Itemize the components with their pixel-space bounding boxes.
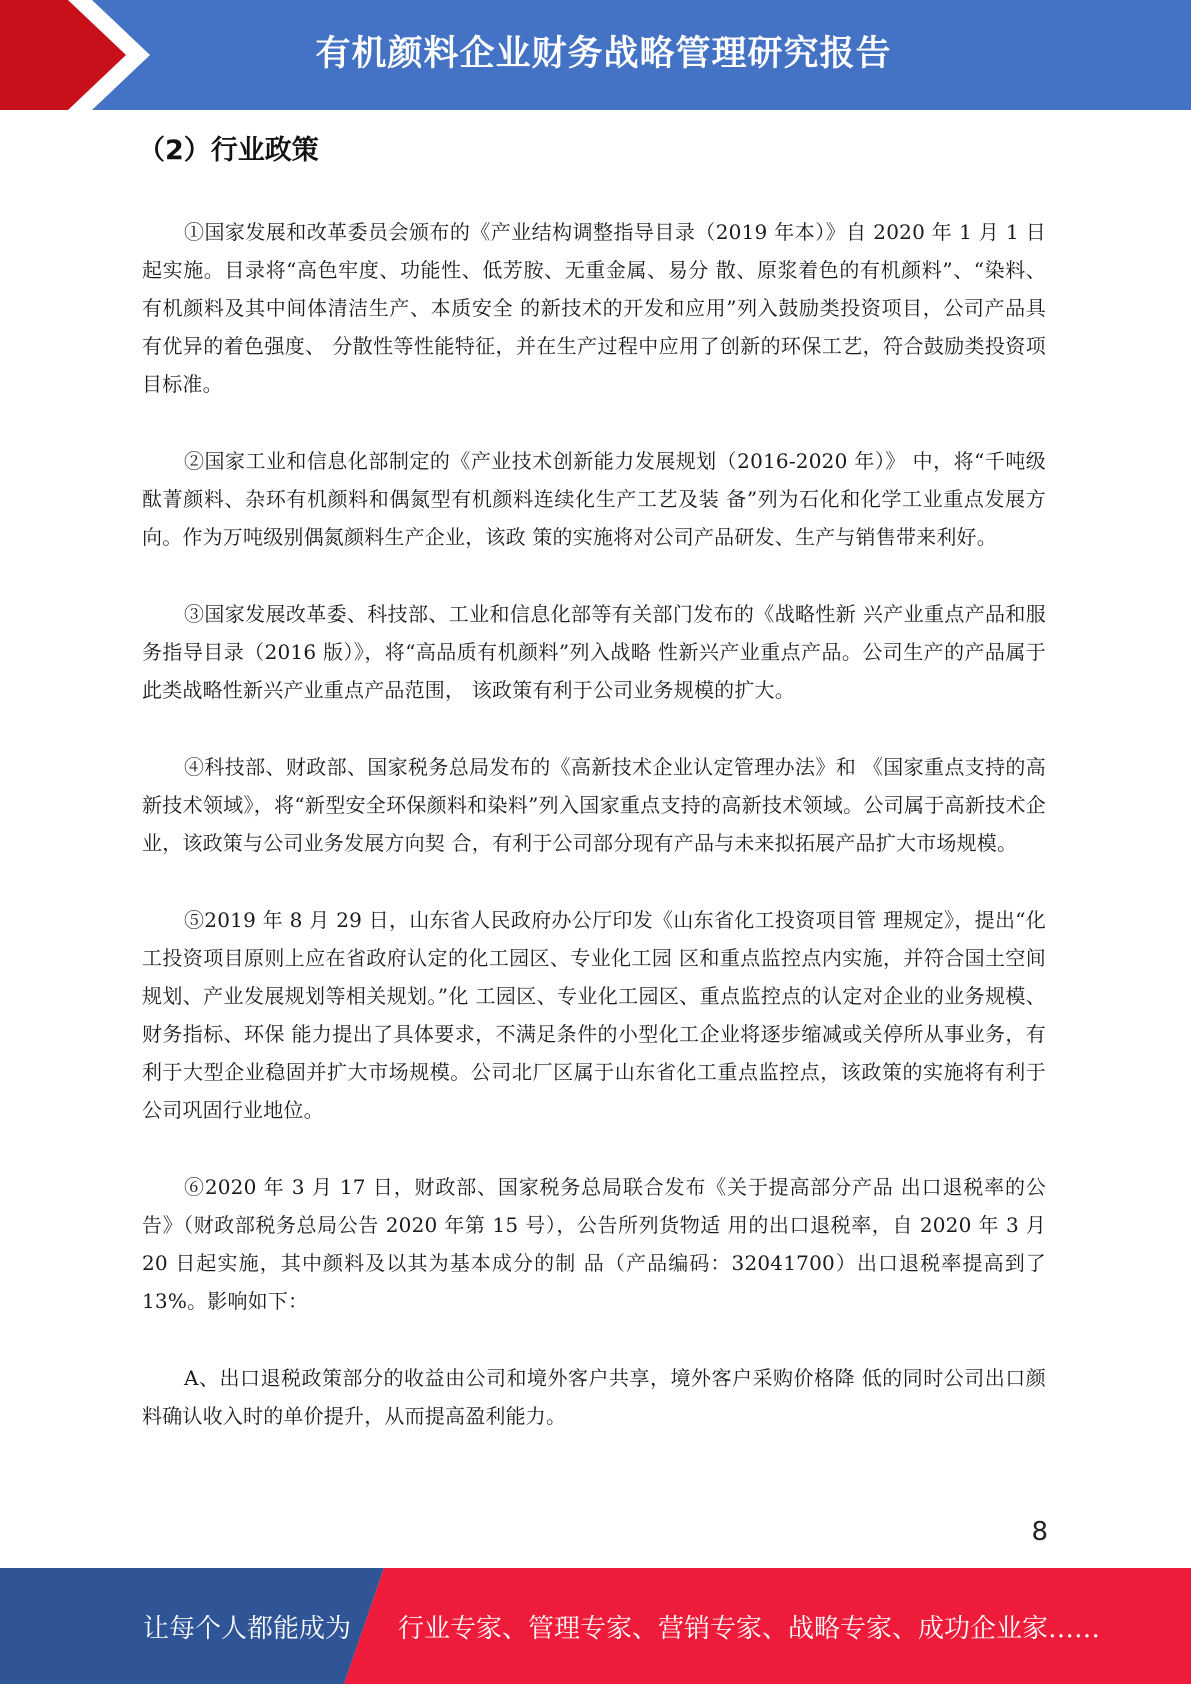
- header-banner: [0, 0, 1191, 110]
- policy-paragraph-5: ⑤2019 年 8 月 29 日，山东省人民政府办公厅印发《山东省化工投资项目管 理规定》，提出“化工投资项目原则上应在省政府认定的化工园区、专业化工园 区和重点监控点内实施，并符合国土空间规划、产业发展规划等相关规划。”化 工园区、专业化工园区、重点监控点的认定对企业的业务规模、财务指标、环保 能力提出了具体要求，不满足条件的小型化工企业将逐步缩减或关停所从事业务，有利于大型企业稳固并扩大市场规模。公司北厂区属于山东省化工重点监控点，该政策的实施将有利于公司巩固行业地位。: [142, 908, 1046, 1122]
- impact-paragraph-a: A、出口退税政策部分的收益由公司和境外客户共享，境外客户采购价格降 低的同时公司出口颜料确认收入时的单价提升，从而提高盈利能力。: [142, 1366, 1046, 1428]
- section-heading: （2）行业政策: [138, 135, 319, 166]
- footer-slogan-right: 行业专家、管理专家、营销专家、战略专家、成功企业家……: [398, 1614, 1101, 1644]
- policy-paragraph-3: ③国家发展改革委、科技部、工业和信息化部等有关部门发布的《战略性新 兴产业重点产品和服务指导目录（2016 版）》，将“高品质有机颜料”列入战略 性新兴产业重点产品。公司生产的产品属于此类战略性新兴产业重点产品范围， 该政策有利于公司业务规模的扩大。: [142, 602, 1046, 702]
- page-number: 8: [1031, 1517, 1048, 1547]
- policy-paragraph-2: ②国家工业和信息化部制定的《产业技术创新能力发展规划（2016-2020 年）》 中，将“千吨级酞菁颜料、杂环有机颜料和偶氮型有机颜料连续化生产工艺及装 备”列为石化和化学工业重点发展方向。作为万吨级别偶氮颜料生产企业，该政 策的实施将对公司产品研发、生产与销售带来利好。: [142, 449, 1046, 549]
- policy-content: [142, 213, 1046, 1474]
- policy-paragraph-4: ④科技部、财政部、国家税务总局发布的《高新技术企业认定管理办法》和 《国家重点支持的高新技术领域》，将“新型安全环保颜料和染料”列入国家重点支持的高新技术领域。公司属于高新技术企业，该政策与公司业务发展方向契 合，有利于公司部分现有产品与未来拟拓展产品扩大市场规模。: [142, 755, 1046, 855]
- policy-paragraph-1: ①国家发展和改革委员会颁布的《产业结构调整指导目录（2019 年本）》自 2020 年 1 月 1 日起实施。目录将“高色牢度、功能性、低芳胺、无重金属、易分 散、原浆着色的有机颜料”、“染料、有机颜料及其中间体清洁生产、本质安全 的新技术的开发和应用”列入鼓励类投资项目，公司产品具有优异的着色强度、 分散性等性能特征，并在生产过程中应用了创新的环保工艺，符合鼓励类投资项目标准。: [142, 220, 1046, 396]
- policy-paragraph-6: ⑥2020 年 3 月 17 日，财政部、国家税务总局联合发布《关于提高部分产品 出口退税率的公告》（财政部税务总局公告 2020 年第 15 号），公告所列货物适 用的出口退税率，自 2020 年 3 月 20 日起实施，其中颜料及以其为基本成分的制 品（产品编码：32041700）出口退税率提高到了 13%。影响如下：: [142, 1175, 1046, 1313]
- footer-banner: [0, 1568, 1191, 1684]
- document-title: 有机颜料企业财务战略管理研究报告: [315, 34, 892, 74]
- footer-slogan-left: 让每个人都能成为: [143, 1614, 352, 1644]
